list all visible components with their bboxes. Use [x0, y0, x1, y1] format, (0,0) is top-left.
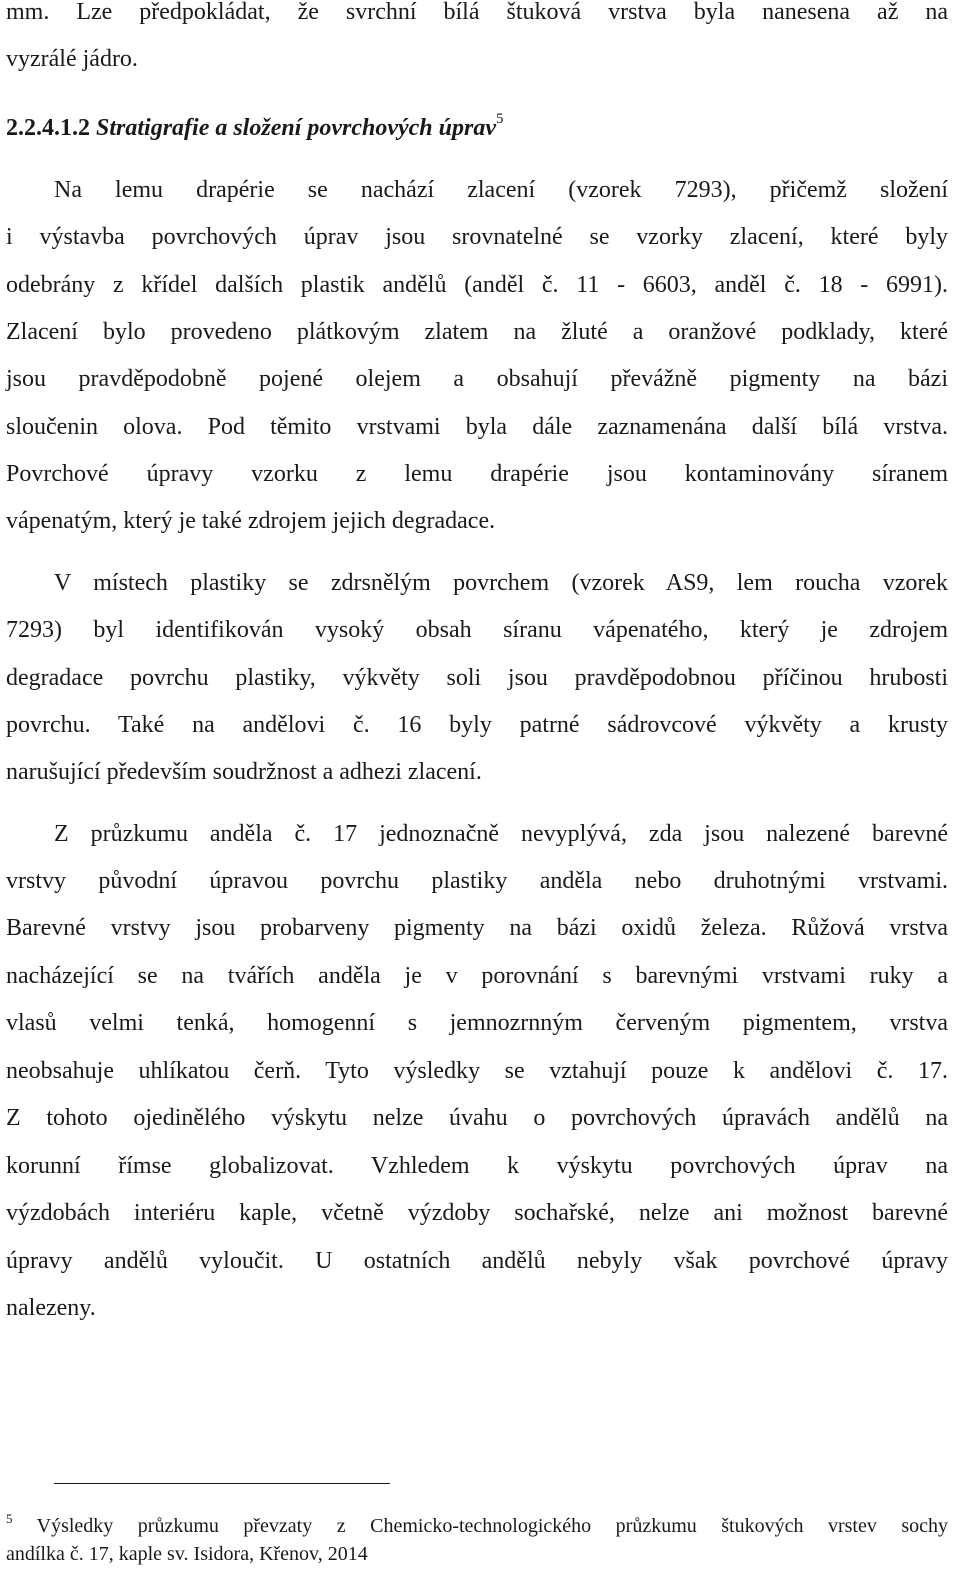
text-line: degradace povrchu plastiky, výkvěty soli jsou pravděpodobnou příčinou hrubosti	[6, 665, 948, 691]
text-line: 7293) byl identifikován vysoký obsah síranu vápenatého, který je zdrojem	[6, 617, 948, 643]
text-line: vyzrálé jádro.	[6, 46, 138, 72]
text-line: neobsahuje uhlíkatou čerň. Tyto výsledky se vztahují pouze k andělovi č. 17.	[6, 1058, 948, 1084]
footnote-marker: 5	[6, 1511, 13, 1526]
text-line: korunní římse globalizovat. Vzhledem k výskytu povrchových úprav na	[6, 1153, 948, 1179]
text-line: vápenatým, který je také zdrojem jejich degradace.	[6, 508, 496, 534]
text-line: i výstavba povrchových úprav jsou srovnatelné se vzorky zlacení, které byly	[6, 224, 948, 250]
text-line: Z tohoto ojedinělého výskytu nelze úvahu o povrchových úpravách andělů na	[6, 1105, 948, 1131]
text-line: Na lemu drapérie se nachází zlacení (vzorek 7293), přičemž složení	[54, 177, 948, 203]
footnote-line: andílka č. 17, kaple sv. Isidora, Křenov, 2014	[6, 1543, 368, 1565]
text-line: nalezeny.	[6, 1295, 96, 1321]
text-line: V místech plastiky se zdrsnělým povrchem (vzorek AS9, lem roucha vzorek	[54, 570, 948, 596]
text-line: vlasů velmi tenká, homogenní s jemnozrnným červeným pigmentem, vrstva	[6, 1010, 948, 1036]
section-title: Stratigrafie a složení povrchových úprav	[96, 115, 496, 141]
footnote-separator	[54, 1483, 390, 1484]
text-line: výzdobách interiéru kaple, včetně výzdoby sochařské, nelze ani možnost barevné	[6, 1200, 948, 1226]
section-number: 2.2.4.1.2	[6, 115, 90, 141]
text-line: Zlacení bylo provedeno plátkovým zlatem na žluté a oranžové podklady, které	[6, 319, 948, 345]
footnote-reference: 5	[496, 111, 504, 127]
text-line: Povrchové úpravy vzorku z lemu drapérie jsou kontaminovány síranem	[6, 461, 948, 487]
text-line: sloučenin olova. Pod těmito vrstvami byla dále zaznamenána další bílá vrstva.	[6, 414, 948, 440]
text-line: jsou pravděpodobně pojené olejem a obsahují převážně pigmenty na bázi	[6, 366, 948, 392]
text-line: Z průzkumu anděla č. 17 jednoznačně nevyplývá, zda jsou nalezené barevné	[54, 821, 948, 847]
text-line: vrstvy původní úpravou povrchu plastiky anděla nebo druhotnými vrstvami.	[6, 868, 948, 894]
text-line: mm. Lze předpokládat, že svrchní bílá štuková vrstva byla nanesena až na	[6, 0, 948, 25]
text-line: narušující především soudržnost a adhezi zlacení.	[6, 759, 482, 785]
footnote-line	[6, 1511, 948, 1538]
footnote-text: Výsledky průzkumu převzaty z Chemicko-technologického průzkumu štukových vrstev sochy	[36, 1515, 948, 1537]
text-line: úpravy andělů vyloučit. U ostatních andělů nebyly však povrchové úpravy	[6, 1248, 948, 1274]
section-heading	[6, 113, 504, 143]
text-line: odebrány z křídel dalších plastik andělů (anděl č. 11 - 6603, anděl č. 18 - 6991).	[6, 272, 948, 298]
text-line: nacházející se na tvářích anděla je v porovnání s barevnými vrstvami ruky a	[6, 963, 948, 989]
text-line: Barevné vrstvy jsou probarveny pigmenty na bázi oxidů železa. Růžová vrstva	[6, 915, 948, 941]
text-line: povrchu. Také na andělovi č. 16 byly patrné sádrovcové výkvěty a krusty	[6, 712, 948, 738]
